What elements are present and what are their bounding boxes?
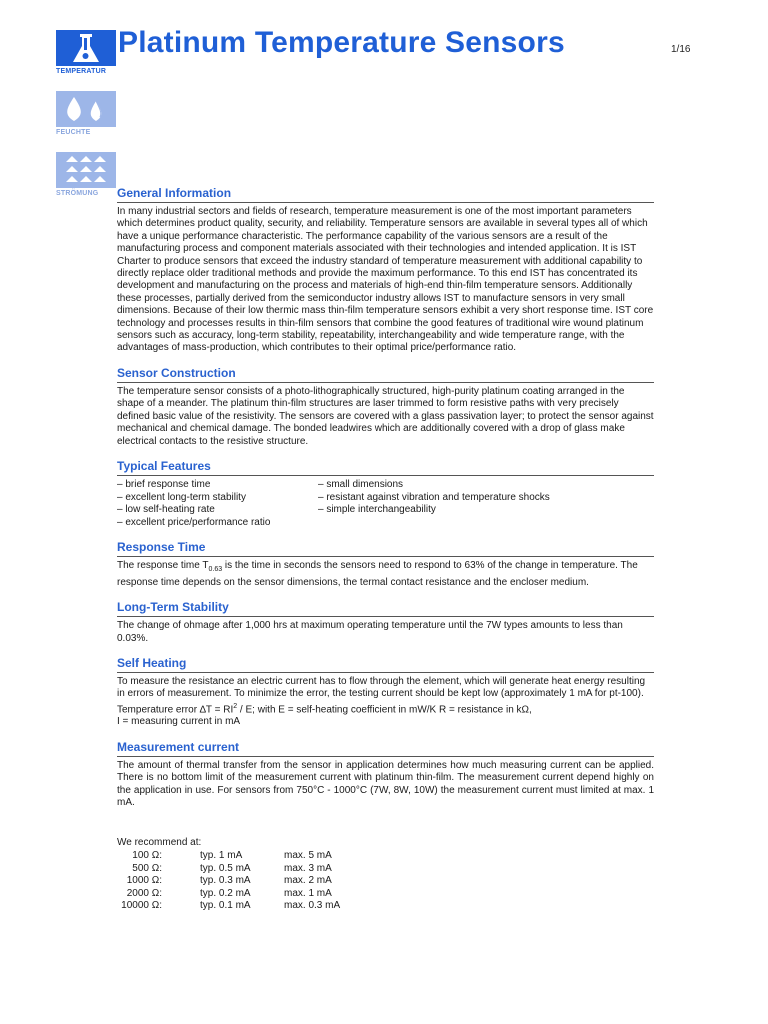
logo-temperatur bbox=[56, 30, 120, 75]
table-row: 1000 Ω: typ. 0.3 mA max. 2 mA bbox=[126, 875, 332, 887]
logo-label: FEUCHTE bbox=[56, 129, 91, 136]
section-heading: Measurement current bbox=[117, 740, 654, 757]
section-typical-features bbox=[117, 459, 654, 529]
logo-label: TEMPERATUR bbox=[56, 68, 107, 75]
table-row: 10000 Ω: typ. 0.1 mA max. 0.3 mA bbox=[121, 900, 341, 912]
water-drop-icon bbox=[56, 91, 116, 127]
feature-item: – simple interchangeability bbox=[318, 504, 436, 516]
table-row: 100 Ω: typ. 1 mA max. 5 mA bbox=[132, 850, 332, 862]
table-row: 500 Ω: typ. 0.5 mA max. 3 mA bbox=[132, 862, 332, 874]
section-heading: General Information bbox=[117, 186, 654, 203]
section-general-information bbox=[117, 186, 654, 355]
section-text: The amount of thermal transfer from the sensor in application determines how much measuring current can be applied. There is no bottom limit of the measurement current with platinum thin-film. The measurement current depend highly on the application in use. For sensors from 750°C - 1000°C (7W, 8W, 10W) the measurement current must limited at max. 1 mA. bbox=[117, 759, 654, 809]
section-measurement-current bbox=[117, 740, 654, 913]
features-list bbox=[117, 479, 654, 529]
section-self-heating bbox=[117, 656, 654, 729]
table-row: 2000 Ω: typ. 0.2 mA max. 1 mA bbox=[126, 887, 332, 899]
feature-item: – excellent price/performance ratio bbox=[117, 516, 271, 528]
feature-item: – resistant against vibration and temperature shocks bbox=[318, 491, 550, 503]
logo-label: STRÖMUNG bbox=[56, 190, 99, 197]
section-heading: Typical Features bbox=[117, 459, 654, 476]
section-long-term-stability bbox=[117, 600, 654, 645]
section-heading: Self Heating bbox=[117, 656, 654, 673]
thermometer-flask-icon bbox=[56, 30, 116, 66]
section-text: To measure the resistance an electric current has to flow through the element, which will generate heat energy resulting in errors of measurement. To minimize the error, the testing current should be kept low (approximately 1 mA for pt-100). Temperature error $\Delta T = RI^2 / E$; with E = self-heating coefficient in mW/K R = resistance in kΩ, I = measuring current in mA bbox=[117, 675, 646, 728]
feature-item: – brief response time bbox=[117, 478, 211, 490]
logo-stroemung bbox=[56, 152, 120, 197]
flow-arrows-icon bbox=[56, 152, 116, 188]
section-text: The change of ohmage after 1,000 hrs at maximum operating temperature until the 7W types amounts to less than 0.03%. bbox=[117, 620, 623, 644]
logo-column bbox=[56, 30, 120, 213]
feature-item: – small dimensions bbox=[318, 478, 404, 490]
section-heading: Sensor Construction bbox=[117, 366, 654, 383]
feature-item: – excellent long-term stability bbox=[117, 491, 246, 503]
logo-feuchte bbox=[56, 91, 120, 136]
section-sensor-construction bbox=[117, 366, 654, 448]
document-body bbox=[117, 186, 654, 924]
recommendation-table bbox=[117, 837, 654, 913]
section-text: The temperature sensor consists of a photo-lithographically structured, high-purity platinum coating arranged in the shape of a meander. The platinum thin-film structures are laser trimmed to form resistive paths with very precisely defined basic value of the resistivity. The sensors are covered with a glass passivation layer; to protect the sensor against mechanical and chemical damage. The bonded leadwires which are additionally covered with a drop of glass make electrical contacts to the resistive structure. bbox=[117, 385, 654, 447]
page-title: Platinum Temperature Sensors bbox=[118, 26, 565, 59]
page-number: 1/16 bbox=[671, 44, 691, 55]
section-heading: Response Time bbox=[117, 540, 654, 557]
section-response-time bbox=[117, 540, 654, 589]
section-heading: Long-Term Stability bbox=[117, 600, 654, 617]
section-text: In many industrial sectors and fields of research, temperature measurement is one of the most important parameters which determines product quality, security, and reliability. Temperature sensors are available in several types all of which have a unique performance characteristic. The performance capability of the various sensors are a result of the manufacturing process and component materials associated with their technologies and intended application. It is IST Charter to produce sensors that exceed the industry standard of temperature measurement with additional capability to directly replace older traditional methods and provide the maximum performance. To this end IST has concentrated its development and manufacturing on the process and materials of high-end thin-film temperature sensors. Additionally these processes, partially derived from the semiconductor industry allows IST to manufacture sensors in very small dimensions. Because of their low thermic mass thin-film temperature sensors exhibit a very short response time. IST core technology and processes results in thin-film sensors that combine the good features of traditional wire wound platinum sensors such as accuracy, long-term stability, repeatability, interchangeability and wide temperature range, with the advantages of mass-production, which contributes to their optimal price/performance ratio. bbox=[117, 206, 654, 354]
section-text: The response time $T_{0.63}$ is the time in seconds the sensors need to respond to 63% of the change in temperature. The response time depends on the sensor dimensions, the termal contact resistance and the encloser medium. bbox=[117, 560, 638, 588]
recommend-title: We recommend at: bbox=[117, 837, 202, 849]
feature-item: – low self-heating rate bbox=[117, 504, 215, 516]
